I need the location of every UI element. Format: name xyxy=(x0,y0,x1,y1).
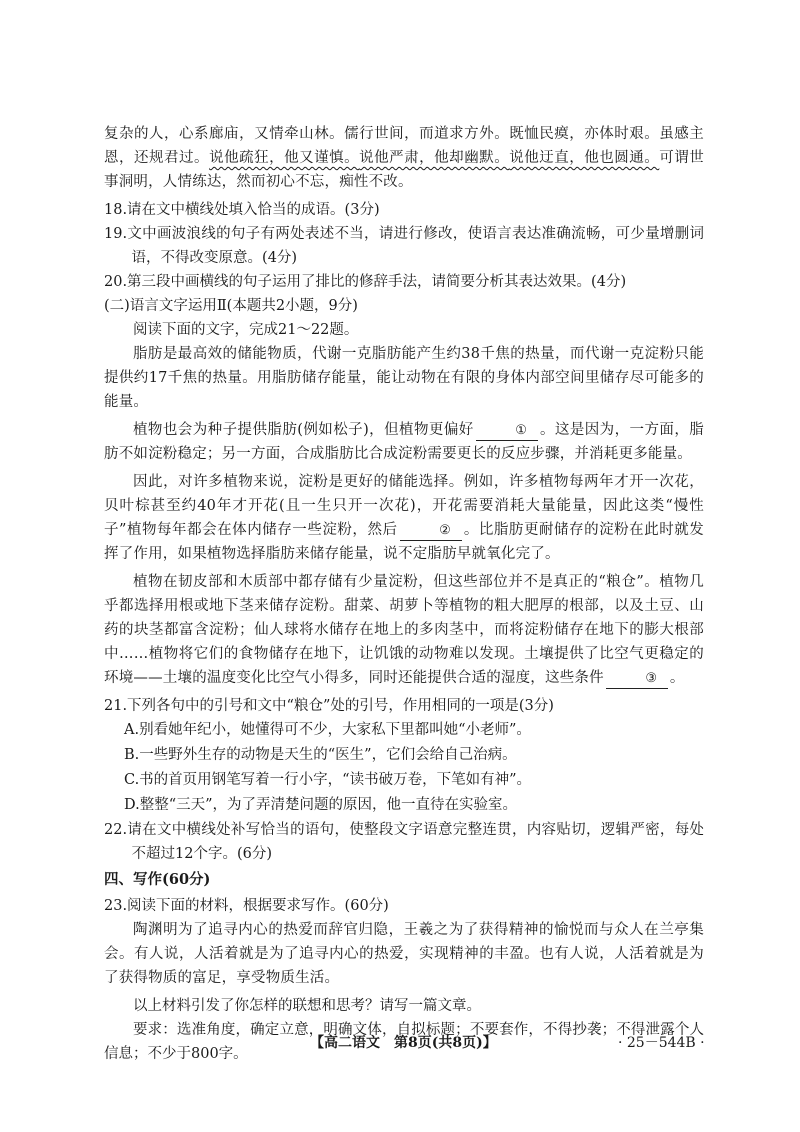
option-b: B.一些野外生存的动物是天生的“医生”，它们会给自己治病。 xyxy=(124,747,517,763)
page-content xyxy=(104,122,704,1066)
writing-material: 陶渊明为了追寻内心的热爱而辞官归隐，王羲之为了获得精神的愉悦而与众人在兰亭集会。有人说，人活着就是为了追寻内心的热爱，实现精神的丰盈。也有人说，人活着就是为了获得物质的富足，享受物质生活。 xyxy=(104,922,704,986)
section-2-title: (二)语言文字运用Ⅱ(本题共2小题，9分) xyxy=(104,298,358,314)
intro-text-1: 复杂的人，心系廊庙，又情牵山林。儒行世间，而道求方外。既恤民瘼，亦体时艰。虽感主恩，还规君过。 xyxy=(104,126,704,166)
question-23: 23.阅读下面的材料，根据要求写作。(60分) xyxy=(104,898,389,914)
answer-blank-1: ① xyxy=(476,422,538,441)
passage-text: 。 xyxy=(669,670,685,686)
passage-text: 植物在韧皮部和木质部中都存储有少量淀粉，但这些部位并不是真正的“粮仓”。植物几乎都选择用根或地下茎来储存淀粉。甜菜、胡萝卜等植物的粗大肥厚的根部，以及土豆、山药的块茎都富含淀粉；仙人球将水储存在地上的多肉茎中，而将淀粉储存在地下的膨大根部中……植物将它们的食物储存在地下，让饥饿的动物难以发现。土壤提供了比空气更稳定的环境——土壤的温度变化比空气小得多，同时还能提供合适的湿度，这些条件 xyxy=(104,574,704,686)
wavy-sentence-2: 说他严肃，他却幽默。 xyxy=(359,150,510,166)
passage-paragraph-3 xyxy=(104,470,704,566)
intro-paragraph xyxy=(104,122,704,194)
question-18: 18.请在文中横线处填入恰当的成语。(3分) xyxy=(104,202,380,218)
passage-text: 。比脂肪更耐储存的淀粉在此时就发挥了作用，如果植物选择脂肪来储存能量，说不定脂肪早就氧化完了。 xyxy=(104,522,704,562)
wavy-sentence-1: 说他疏狂，他又谨慎。 xyxy=(209,150,360,166)
question-21-stem: 21.下列各句中的引号和文中“粮仓”处的引号，作用相同的一项是(3分) xyxy=(104,698,554,714)
passage-paragraph-1: 脂肪是最高效的储能物质，代谢一克脂肪能产生约38千焦的热量，而代谢一克淀粉只能提供约17千焦的热量。用脂肪储存能量，能让动物在有限的身体内部空间里储存尽可能多的能量。 xyxy=(104,346,704,410)
question-20: 20.第三段中画横线的句子运用了排比的修辞手法，请简要分析其表达效果。(4分) xyxy=(104,274,627,290)
option-d: D.整整“三天”，为了弄清楚问题的原因，他一直待在实验室。 xyxy=(124,797,518,813)
passage-paragraph-4 xyxy=(104,570,704,690)
option-a: A.别看她年纪小，她懂得可不少，大家私下里都叫她“小老师”。 xyxy=(124,722,531,738)
passage-text: 植物也会为种子提供脂肪(例如松子)，但植物更偏好 xyxy=(133,422,474,438)
option-c: C.书的首页用钢笔写着一行小字，“读书破万卷，下笔如有神”。 xyxy=(124,772,532,788)
answer-blank-2: ② xyxy=(400,522,462,541)
answer-blank-3: ③ xyxy=(606,670,668,689)
passage-paragraph-2 xyxy=(104,418,704,466)
intro-text-2: 可谓世事洞明，人情练达，然而初心不忘，痴性不改。 xyxy=(104,150,705,190)
writing-prompt: 以上材料引发了你怎样的联想和思考？请写一篇文章。 xyxy=(133,998,481,1014)
question-19: 19.文中画波浪线的句子有两处表述不当，请进行修改，使语言表达准确流畅，可少量增删词语，不得改变原意。(4分) xyxy=(104,226,704,266)
passage-text: 因此，对许多植物来说，淀粉是更好的储能选择。例如，许多植物每两年才开一次花，贝叶棕甚至约40年才开花(且一生只开一次花)，开花需要消耗大量能量，因此这类“慢性子”植物每年都会在体内储存一些淀粉，然后 xyxy=(104,474,704,538)
section-4-title: 四、写作(60分) xyxy=(104,871,211,888)
wavy-sentence-3: 说他迂直，他也圆通。 xyxy=(509,150,660,166)
footer-exam-code: · 25－544B · xyxy=(618,1035,705,1051)
writing-requirements: 要求：选准角度，确定立意，明确文体，自拟标题；不要套作，不得抄袭；不得泄露个人信息；不少于800字。 xyxy=(104,1022,704,1062)
question-22: 22.请在文中横线处补写恰当的语句，使整段文字语意完整连贯，内容贴切，逻辑严密，每处不超过12个字。(6分) xyxy=(104,822,704,862)
section-2-instruction: 阅读下面的文字，完成21～22题。 xyxy=(133,322,359,338)
footer-page-info: 【高二语文 第8页(共8页)】 xyxy=(310,1035,497,1051)
passage-text: 。这是因为，一方面，脂肪不如淀粉稳定；另一方面，合成脂肪比合成淀粉需要更长的反应步骤，并消耗更多能量。 xyxy=(104,422,704,462)
